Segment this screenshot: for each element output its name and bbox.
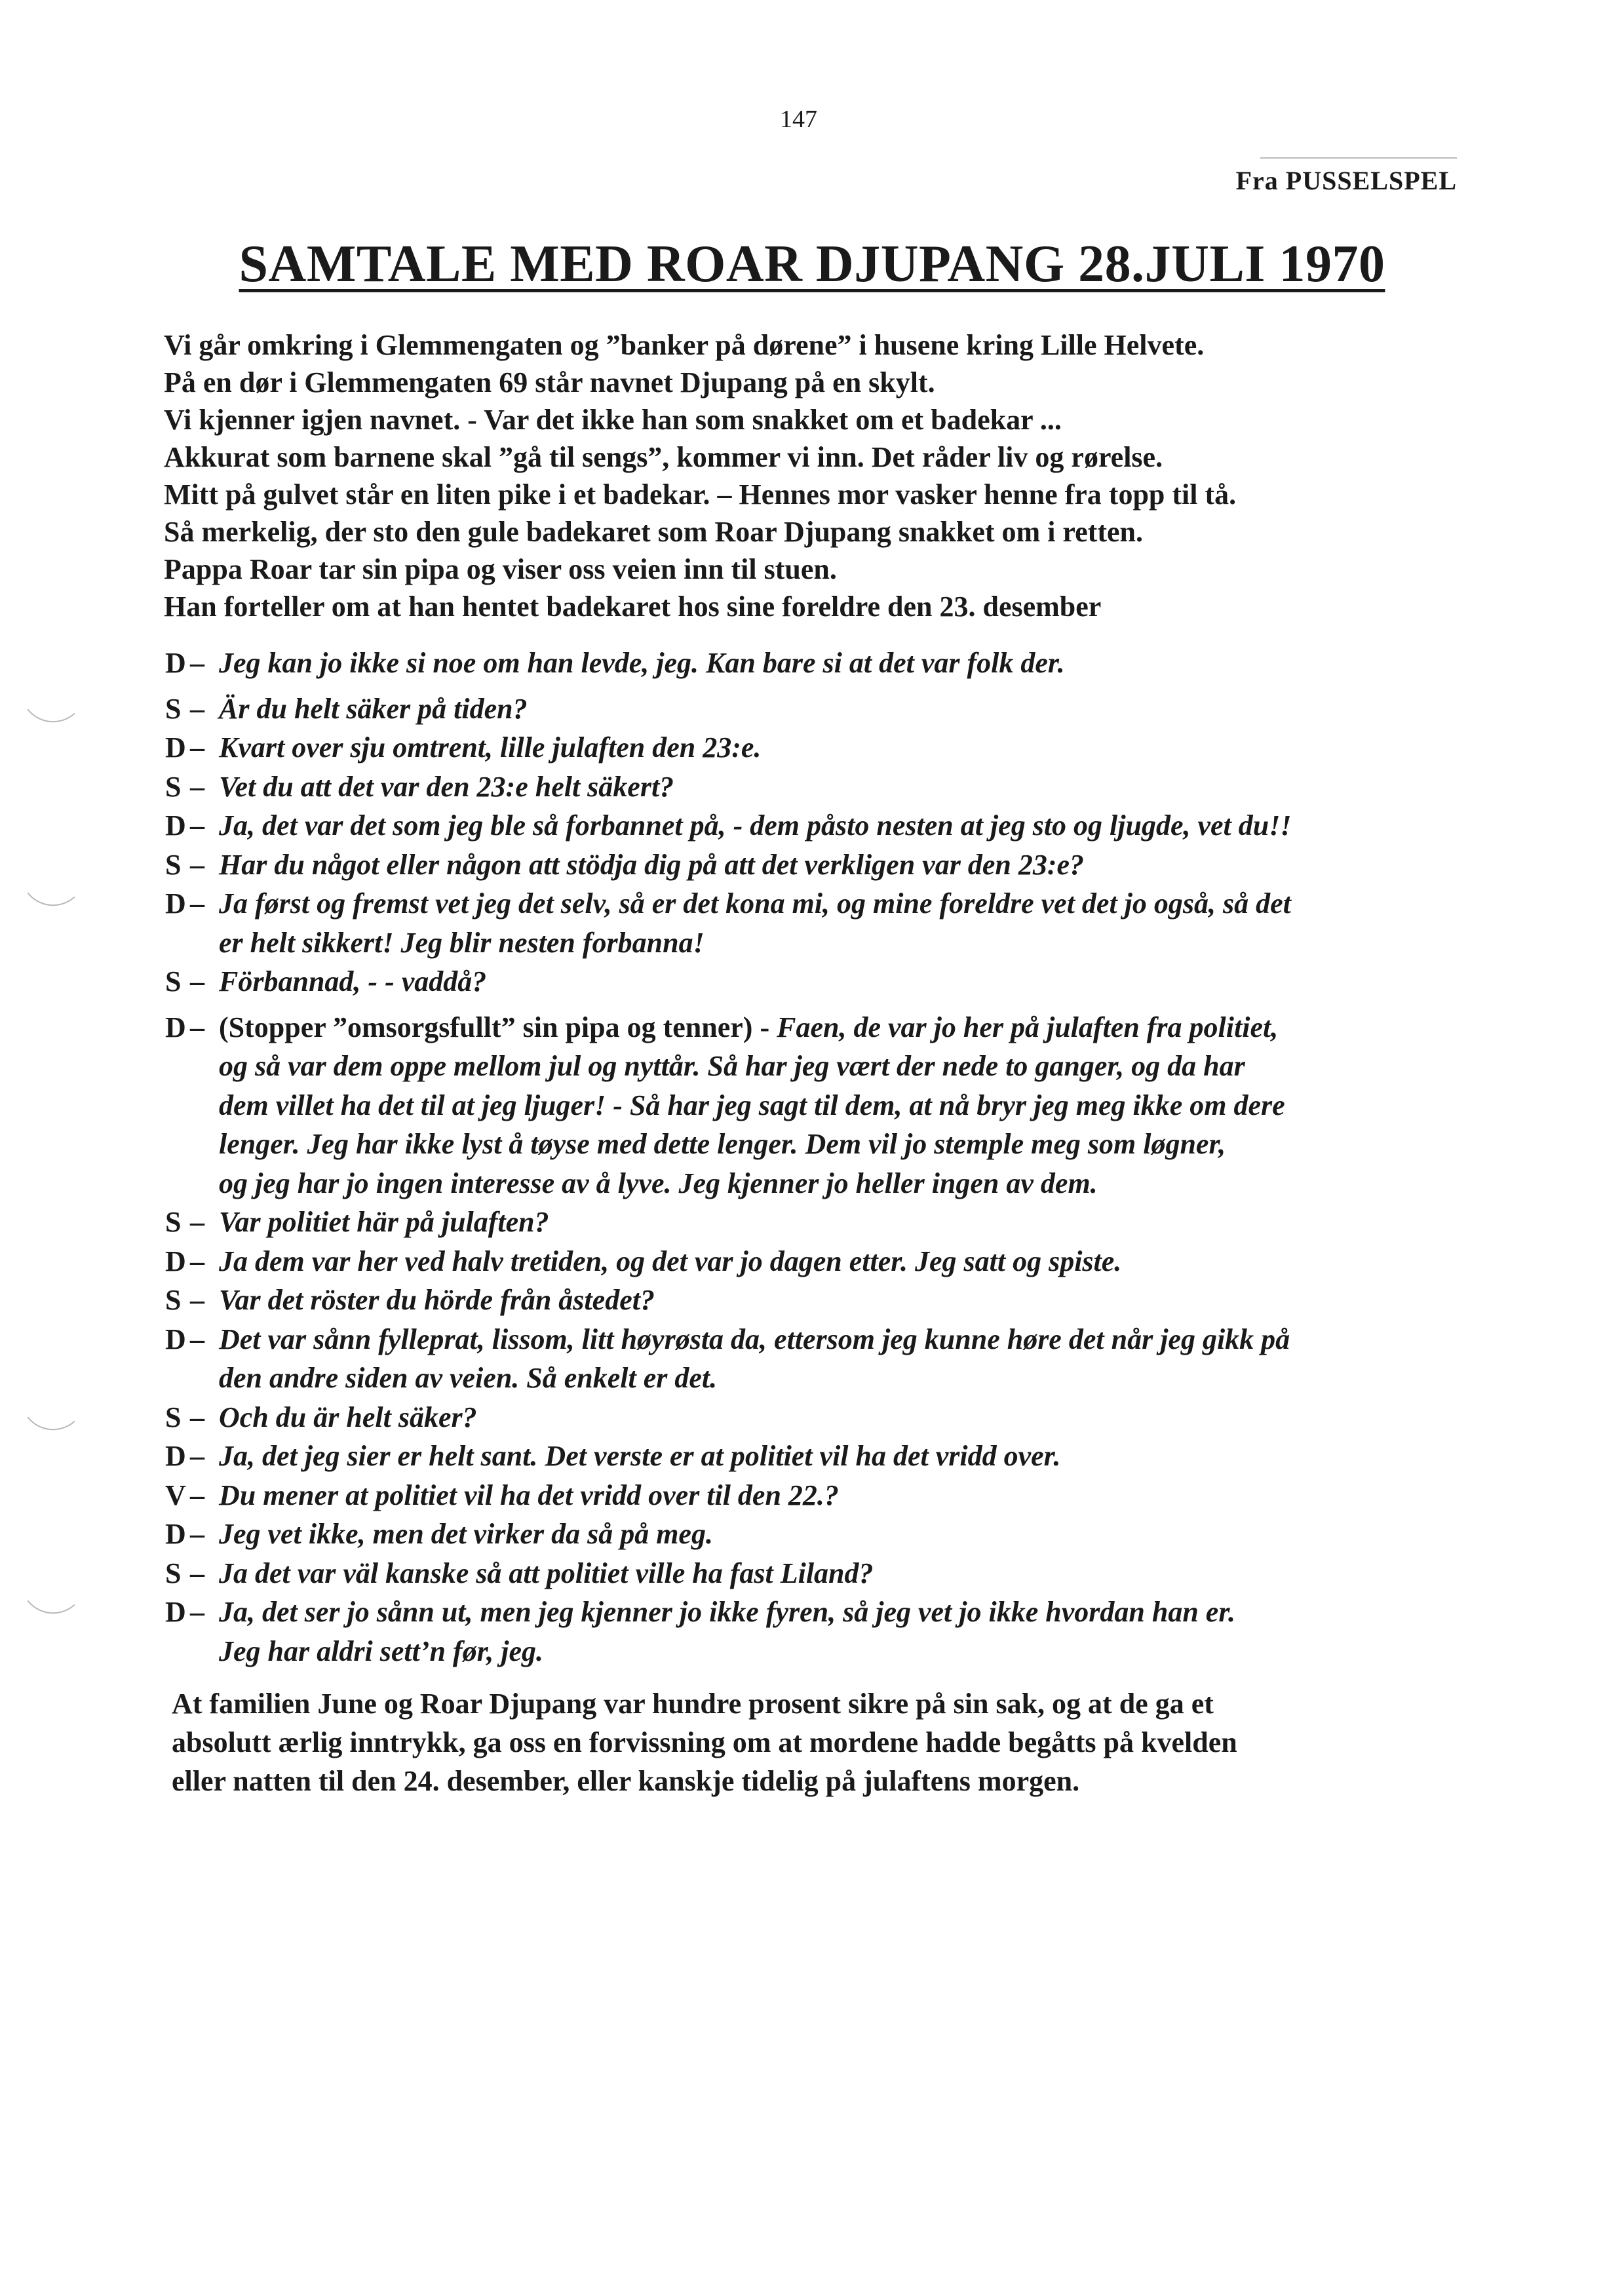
speaker-initial: S	[165, 1557, 182, 1589]
speaker-initial: D	[165, 1011, 186, 1043]
dialogue-entry	[165, 1281, 1482, 1320]
speech-line: er helt sikkert! Jeg blir nesten forbanna!	[219, 926, 705, 959]
speech-text	[219, 689, 1482, 729]
intro-line: Han forteller om at han hentet badekaret hos sine foreldre den 23. desember	[164, 591, 1102, 623]
speaker-initial: S	[165, 848, 182, 881]
page-number: 147	[780, 106, 817, 133]
dialogue-entry	[165, 1203, 1482, 1242]
speaker-dash: –	[190, 1206, 204, 1238]
speech-line: Har du något eller någon att stödja dig på att det verkligen var den 23:e?	[219, 848, 1084, 881]
speaker-dash: –	[190, 647, 204, 679]
speech-line: Ja først og fremst vet jeg det selv, så er det kona mi, og mine foreldre vet det jo også, så det	[219, 887, 1291, 920]
speech-line: Jeg vet ikke, men det virker da så på meg.	[219, 1518, 713, 1550]
speech-line: den andre siden av veien. Så enkelt er det.	[219, 1362, 718, 1394]
conclusion-line: eller natten til den 24. desember, eller kanskje tidelig på julaftens morgen.	[172, 1765, 1080, 1797]
speaker-dash: –	[190, 770, 204, 803]
speaker-dash: –	[190, 809, 204, 842]
speaker-initial: V	[165, 1479, 186, 1511]
speaker-dash: –	[190, 1518, 204, 1550]
punch-hole-mark	[27, 1395, 75, 1443]
speech-text	[219, 1242, 1482, 1281]
dialogue-entry	[165, 728, 1482, 767]
intro-line: Så merkelig, der sto den gule badekaret som Roar Djupang snakket om i retten.	[164, 516, 1143, 548]
dialogue-entry	[165, 689, 1482, 729]
speech-line: Jeg kan jo ikke si noe om han levde, jeg. Kan bare si at det var folk der.	[219, 647, 1065, 679]
document-title: SAMTALE MED ROAR DJUPANG 28.JULI 1970	[239, 235, 1385, 293]
speech-text	[219, 1281, 1482, 1320]
dialogue-entry	[165, 1593, 1482, 1671]
speaker-initial: D	[165, 1596, 186, 1628]
dialogue-entry	[165, 1554, 1482, 1593]
speech-line: Ja det var väl kanske så att politiet ville ha fast Liland?	[219, 1557, 874, 1589]
speech-line: Och du är helt säker?	[219, 1401, 477, 1433]
speech-line: Faen, de var jo her på julaften fra politiet,	[777, 1011, 1279, 1043]
intro-line: Vi går omkring i Glemmengaten og ”banker på dørene” i husene kring Lille Helvete.	[164, 329, 1205, 361]
speaker-initial: D	[165, 1518, 186, 1550]
speech-line: Kvart over sju omtrent, lille julaften den 23:e.	[219, 731, 762, 764]
speech-line: Vet du att det var den 23:e helt säkert?	[219, 770, 674, 803]
speech-text	[219, 1476, 1482, 1515]
conclusion-line: At familien June og Roar Djupang var hundre prosent sikre på sin sak, og at de ga et	[172, 1688, 1214, 1720]
speaker-initial: D	[165, 1323, 186, 1355]
intro-paragraph	[164, 326, 1475, 625]
speaker-initial: D	[165, 1440, 186, 1472]
speech-text	[219, 1554, 1482, 1593]
dialogue-entry	[165, 1437, 1482, 1476]
speech-line: Ja dem var her ved halv tretiden, og det var jo dagen etter. Jeg satt og spiste.	[219, 1245, 1122, 1277]
speech-text	[219, 1398, 1482, 1437]
speech-text	[219, 1008, 1482, 1203]
source-label: Fra PUSSELSPEL	[1235, 166, 1457, 195]
speaker-dash: –	[190, 1440, 204, 1472]
dialogue-entry	[165, 962, 1482, 1001]
speaker-dash: –	[190, 1596, 204, 1628]
speech-text	[219, 884, 1482, 962]
speech-line: Ja, det var det som jeg ble så forbannet på, - dem påsto nesten at jeg sto og ljugde, vet du!!	[219, 809, 1292, 842]
dialogue-entry	[165, 1320, 1482, 1398]
speech-line: lenger. Jeg har ikke lyst å tøyse med dette lenger. Dem vil jo stemple meg som løgner,	[219, 1128, 1226, 1160]
speaker-dash: –	[190, 1245, 204, 1277]
speech-text	[219, 1203, 1482, 1242]
intro-line: Vi kjenner igjen navnet. - Var det ikke han som snakket om et badekar ...	[164, 404, 1062, 436]
stage-direction: (Stopper ”omsorgsfullt” sin pipa og tenner) -	[219, 1011, 777, 1043]
speech-line: Är du helt säker på tiden?	[219, 692, 528, 725]
dialogue-entry	[165, 806, 1482, 845]
dialogue-entry	[165, 644, 1482, 683]
speech-text	[219, 962, 1482, 1001]
speaker-initial: D	[165, 887, 186, 920]
speaker-dash: –	[190, 1011, 204, 1043]
conclusion-paragraph	[172, 1684, 1456, 1800]
speech-line: Var politiet här på julaften?	[219, 1206, 549, 1238]
dialogue-entry	[165, 767, 1482, 807]
punch-hole-mark	[27, 688, 75, 735]
speaker-initial: S	[165, 770, 182, 803]
speaker-dash: –	[190, 1401, 204, 1433]
speaker-initial: S	[165, 1206, 182, 1238]
speech-text	[219, 1515, 1482, 1554]
dialogue-entry	[165, 845, 1482, 885]
dialogue-entry	[165, 1242, 1482, 1281]
dialogue-entry	[165, 884, 1482, 962]
speaker-dash: –	[190, 1284, 204, 1316]
source-rule	[1260, 157, 1457, 159]
speech-line: Ja, det ser jo sånn ut, men jeg kjenner jo ikke fyren, så jeg vet jo ikke hvordan han er.	[219, 1596, 1236, 1628]
speech-text	[219, 845, 1482, 885]
dialogue-entry	[165, 1008, 1482, 1203]
speaker-dash: –	[190, 887, 204, 920]
speech-text	[219, 1593, 1482, 1671]
speech-line: Ja, det jeg sier er helt sant. Det verste er at politiet vil ha det vridd over.	[219, 1440, 1061, 1472]
speaker-initial: D	[165, 647, 186, 679]
intro-line: Akkurat som barnene skal ”gå til sengs”, kommer vi inn. Det råder liv og rørelse.	[164, 441, 1163, 473]
speech-text	[219, 644, 1482, 683]
speech-line: Det var sånn fylleprat, lissom, litt høyrøsta da, ettersom jeg kunne høre det når jeg gikk på	[219, 1323, 1290, 1355]
speech-text	[219, 806, 1482, 845]
conclusion-line: absolutt ærlig inntrykk, ga oss en forvissning om at mordene hadde begåtts på kvelden	[172, 1726, 1237, 1758]
speech-text	[219, 728, 1482, 767]
speech-line: Du mener at politiet vil ha det vridd over til den 22.?	[219, 1479, 839, 1511]
punch-hole-mark	[27, 871, 75, 919]
speech-text	[219, 1320, 1482, 1398]
speaker-dash: –	[190, 1323, 204, 1355]
speech-text	[219, 1437, 1482, 1476]
intro-line: Mitt på gulvet står en liten pike i et badekar. – Hennes mor vasker henne fra topp til tå.	[164, 478, 1237, 511]
dialogue-entry	[165, 1515, 1482, 1554]
speaker-dash: –	[190, 848, 204, 881]
speech-line: Förbannad, - - vaddå?	[219, 965, 487, 998]
speaker-initial: S	[165, 965, 182, 998]
speech-line: og så var dem oppe mellom jul og nyttår. Så har jeg vært der nede to ganger, og da har	[219, 1050, 1245, 1082]
speaker-initial: D	[165, 731, 186, 764]
speaker-initial: D	[165, 1245, 186, 1277]
speech-line: dem villet ha det til at jeg ljuger! - Så har jeg sagt til dem, at nå bryr jeg meg ikke om dere	[219, 1089, 1285, 1121]
speaker-dash: –	[190, 1479, 204, 1511]
intro-line: På en dør i Glemmengaten 69 står navnet Djupang på en skylt.	[164, 366, 935, 398]
speaker-dash: –	[190, 1557, 204, 1589]
dialogue-entry	[165, 1476, 1482, 1515]
speaker-dash: –	[190, 965, 204, 998]
speaker-initial: S	[165, 1401, 182, 1433]
speaker-initial: D	[165, 809, 186, 842]
dialogue-entry	[165, 1398, 1482, 1437]
speech-line: Jeg har aldri sett’n før, jeg.	[219, 1635, 544, 1667]
speech-text	[219, 767, 1482, 807]
speaker-initial: S	[165, 692, 182, 725]
intro-line: Pappa Roar tar sin pipa og viser oss veien inn til stuen.	[164, 553, 837, 585]
speech-line: Var det röster du hörde från åstedet?	[219, 1284, 655, 1316]
speaker-dash: –	[190, 731, 204, 764]
speaker-initial: S	[165, 1284, 182, 1316]
interview-dialogue	[165, 644, 1482, 1671]
speech-line: og jeg har jo ingen interesse av å lyve. Jeg kjenner jo heller ingen av dem.	[219, 1167, 1098, 1199]
punch-hole-mark	[27, 1579, 75, 1627]
speaker-dash: –	[190, 692, 204, 725]
